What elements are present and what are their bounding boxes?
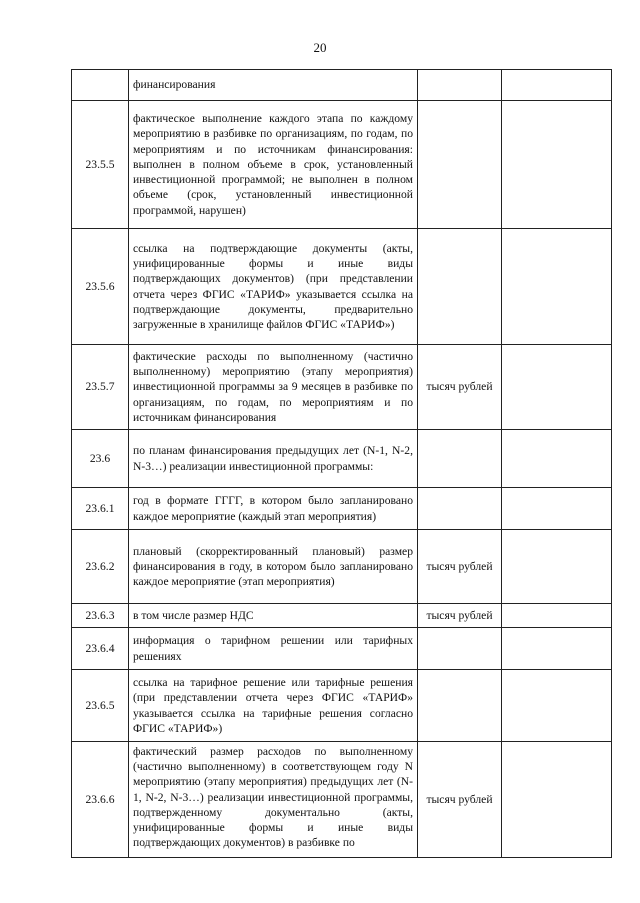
table-row bbox=[72, 488, 612, 530]
row-unit bbox=[418, 628, 502, 670]
row-description: плановый (скорректированный плановый) размер финансирования в году, в котором было запланировано каждое мероприятие (этап мероприятия) bbox=[129, 530, 418, 604]
row-extra-cell bbox=[502, 229, 612, 345]
row-number: 23.6.1 bbox=[72, 488, 129, 530]
row-description: фактический размер расходов по выполненному (частично выполненному) в соответствующем году N мероприятию (этапу мероприятия) предыдущих лет (N-1, N-2, N-3…) реализации инвестиционной программы, подтвержденному документально (акты, унифицированные формы и иные виды подтверждающих документов) в разбивке по bbox=[133, 745, 413, 850]
row-extra-cell bbox=[502, 742, 612, 858]
row-number: 23.6.3 bbox=[72, 604, 129, 628]
row-extra-cell bbox=[502, 430, 612, 488]
table-row bbox=[72, 742, 612, 858]
row-extra-cell bbox=[502, 628, 612, 670]
table-row bbox=[72, 530, 612, 604]
table-row bbox=[72, 70, 612, 101]
row-description: фактические расходы по выполненному (частично выполненному) мероприятию (этапу мероприятия) инвестиционной программы за 9 месяцев в разбивке по организациям, по годам, по мероприятиям и по источникам финансирования bbox=[129, 345, 418, 430]
table-row bbox=[72, 345, 612, 430]
row-description: фактическое выполнение каждого этапа по каждому мероприятию в разбивке по организациям, по годам, по мероприятиям и по источникам финансирования: выполнен в полном объеме в срок, установленный инвестиционной программой; не выполнен в полном объеме (срок, установленный инвестиционной программой, нарушен) bbox=[129, 101, 418, 229]
table-row bbox=[72, 670, 612, 742]
row-unit: тысяч рублей bbox=[418, 604, 502, 628]
row-unit bbox=[418, 670, 502, 742]
row-number: 23.6.6 bbox=[72, 742, 129, 858]
row-extra-cell bbox=[502, 670, 612, 742]
row-extra-cell bbox=[502, 70, 612, 101]
row-description-cell bbox=[129, 742, 418, 858]
row-unit bbox=[418, 430, 502, 488]
row-unit: тысяч рублей bbox=[418, 345, 502, 430]
row-unit bbox=[418, 70, 502, 101]
row-extra-cell bbox=[502, 530, 612, 604]
row-unit bbox=[418, 101, 502, 229]
row-extra-cell bbox=[502, 345, 612, 430]
table-row bbox=[72, 628, 612, 670]
row-unit bbox=[418, 488, 502, 530]
page-number: 20 bbox=[313, 40, 327, 55]
row-number bbox=[72, 70, 129, 101]
row-number: 23.5.7 bbox=[72, 345, 129, 430]
table-row bbox=[72, 604, 612, 628]
row-number: 23.5.5 bbox=[72, 101, 129, 229]
row-number: 23.6.4 bbox=[72, 628, 129, 670]
row-description: финансирования bbox=[129, 70, 418, 101]
row-unit: тысяч рублей bbox=[418, 530, 502, 604]
row-number: 23.6.5 bbox=[72, 670, 129, 742]
row-number: 23.5.6 bbox=[72, 229, 129, 345]
row-extra-cell bbox=[502, 488, 612, 530]
row-description: год в формате ГГГГ, в котором было запланировано каждое мероприятие (каждый этап мероприятия) bbox=[129, 488, 418, 530]
row-unit: тысяч рублей bbox=[418, 742, 502, 858]
row-description: ссылка на подтверждающие документы (акты, унифицированные формы и иные виды подтверждающих документов) (при представлении отчета через ФГИС «ТАРИФ» указывается ссылка на подтверждающие документы, предварительно загруженные в хранилище файлов ФГИС «ТАРИФ») bbox=[129, 229, 418, 345]
row-description: в том числе размер НДС bbox=[129, 604, 418, 628]
table-row bbox=[72, 101, 612, 229]
table-row bbox=[72, 430, 612, 488]
row-extra-cell bbox=[502, 101, 612, 229]
row-description: ссылка на тарифное решение или тарифные решения (при представлении отчета через ФГИС «ТАРИФ» указывается ссылка на тарифные решения согласно ФГИС «ТАРИФ») bbox=[129, 670, 418, 742]
row-number: 23.6 bbox=[72, 430, 129, 488]
row-description: по планам финансирования предыдущих лет (N-1, N-2, N-3…) реализации инвестиционной программы: bbox=[129, 430, 418, 488]
row-description: информация о тарифном решении или тарифных решениях bbox=[129, 628, 418, 670]
requirements-table bbox=[71, 69, 612, 858]
table-row bbox=[72, 229, 612, 345]
row-unit bbox=[418, 229, 502, 345]
row-number: 23.6.2 bbox=[72, 530, 129, 604]
row-extra-cell bbox=[502, 604, 612, 628]
